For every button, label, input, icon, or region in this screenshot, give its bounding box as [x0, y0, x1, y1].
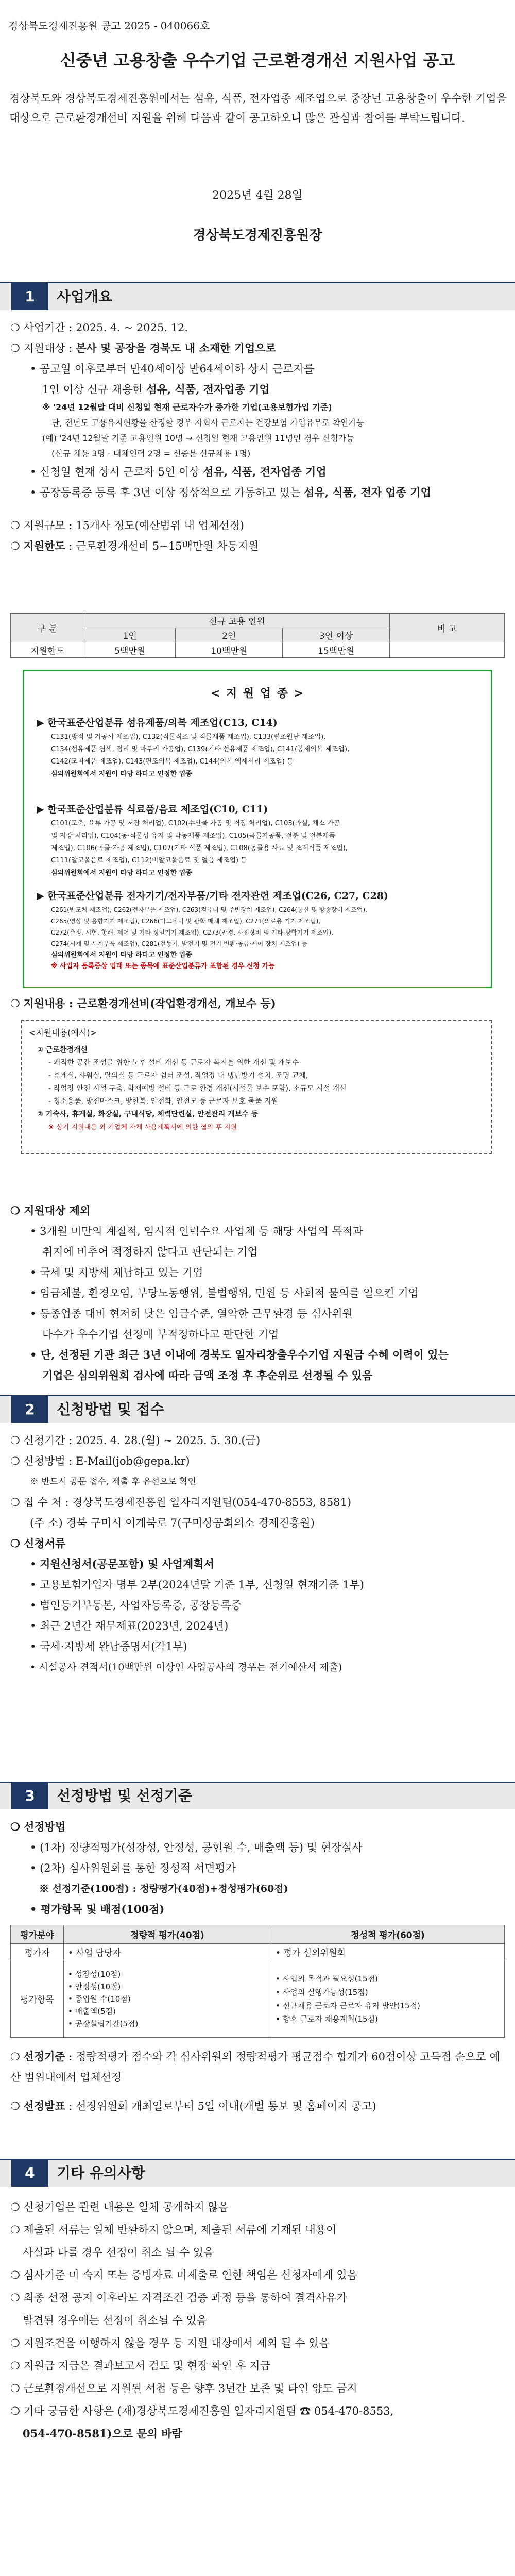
- note-item: ❍ 기타 궁금한 사항은 (재)경상북도경제진흥원 일자리지원팀 ☎ 054-470-8553,: [10, 2405, 394, 2417]
- example-list: [37, 1044, 480, 1134]
- notice-date: 2025년 4월 28일: [212, 189, 303, 202]
- selection-criteria-note: ※ 선정기준(100점) : 정량평가(40점)+정성평가(60점): [39, 1883, 288, 1894]
- target-item-1-cont: [10, 379, 505, 400]
- eval-item: • 공장설립기간(5점): [68, 2019, 139, 2028]
- exclusion-item: • 임금체불, 환경오염, 부당노동행위, 불법행위, 민원 등 사회적 물의를 일으킨 기업: [30, 1287, 419, 1299]
- target-heading: ❍ 지원대상 : 본사 및 공장을 경북도 내 소재한 기업으로: [10, 342, 276, 354]
- note-item: ❍ 근로환경개선으로 지원된 서첩 등은 향후 3년간 보존 및 타인 양도 금지: [10, 2382, 357, 2395]
- industry-group-head-text: 한국표준산업분류 섬유제품/의복 제조업(C13, C14): [47, 717, 278, 728]
- evaluation-table: [10, 1925, 505, 2038]
- industry-group-foot: 심의위원회에서 지원이 타당 하다고 인정한 업종: [51, 869, 192, 877]
- target-note-2: 단, 전년도 고용유지현황을 산정할 경우 자회사 근로자는 건강보험 가입유무로 확인가능: [52, 418, 365, 428]
- application-method-note: ※ 반드시 공문 접수, 제출 후 유선으로 확인: [30, 1477, 196, 1487]
- industry-line: C134(섬유제품 염색, 정리 및 마무리 가공업), C139(기타 섬유제품 제조업), C141(봉제의복 제조업),: [51, 745, 350, 753]
- section-number: 2: [11, 1396, 48, 1423]
- selection-result-label: 선정발표: [23, 2099, 65, 2112]
- note-text: 지원금 지급은 결과보고서 검토 및 현장 확인 후 지급: [23, 2360, 270, 2372]
- example-note: ※ 상기 지원내용 외 기업체 자체 사용계획서에 의한 협의 후 지원: [48, 1124, 237, 1131]
- notes-body: [10, 2196, 505, 2445]
- document-item: • 법인등기부등본, 사업자등록증, 공장등록증: [30, 1599, 242, 1612]
- eval-item: • 매출액(5점): [68, 2006, 116, 2016]
- section-header-application: [0, 1395, 515, 1423]
- industry-group-head: ▶ 한국표준산업분류 섬유제품/의복 제조업(C13, C14): [37, 717, 278, 728]
- industries-box: [23, 670, 492, 988]
- example-title: <지원내용(예시)>: [29, 1028, 97, 1038]
- target-item-2-text: 신청일 현재 상시 근로자 5인 이상: [40, 466, 203, 478]
- target-item-3-industry: 섬유, 식품, 전자 업종 기업: [304, 486, 431, 499]
- documents-heading: ❍ 신청서류: [10, 1537, 66, 1550]
- document-item: • 고용보험가입자 명부 2부(2024년말 기준 1부, 신청일 현재기준 1부): [30, 1579, 364, 1591]
- target-item-1-industry: 섬유, 식품, 전자업종 기업: [146, 383, 270, 396]
- exclusion-item-bold: • 단, 선정된 기관 최근 3년 이내에 경북도 일자리창출우수기업 지원금 수혜 이력이 있는: [30, 1348, 449, 1361]
- eval-quant-items: [64, 1960, 271, 2038]
- industry-line: C111(알코올음료 제조업), C112(비알코올음료 및 얼음 제조업) 등: [51, 857, 247, 865]
- section-title: 선정방법 및 선정기준: [57, 1787, 192, 1804]
- document-text: 시설공사 견적서(10백만원 이상인 사업공사의 경우는 전기예산서 제출): [39, 1662, 342, 1673]
- note-item: ❍ 제출된 서류는 일체 반환하지 않으며, 제출된 서류에 기재된 내용이: [10, 2224, 337, 2236]
- exclusion-bold-text-cont: 기업은 심의위원회 검사에 따라 금액 조정 후 후순위로 선정될 수 있음: [42, 1369, 373, 1382]
- target-note-1: ※ '24년 12월말 대비 신청일 현재 근로자수가 증가한 기업(고용보험가입 기준): [42, 402, 332, 412]
- table-cell: 15백만원: [283, 642, 390, 658]
- support-limit-label: 지원한도: [23, 539, 65, 552]
- support-content-label: 지원내용: [23, 997, 65, 1010]
- selection-scoring: • 평가항목 및 배점(100점): [30, 1903, 165, 1916]
- eval-item: • 향후 근로자 채용계획(15점): [276, 2014, 378, 2024]
- eval-cell: • 평가 심의위원회: [271, 1944, 505, 1960]
- industry-group-foot: 심의위원회에서 지원이 타당 하다고 인정한 업종: [51, 770, 192, 778]
- section-title: 사업개요: [57, 288, 113, 305]
- industry-line: C101(도축, 육류 가공 및 저장 처리업), C102(수산물 가공 및 저장 처리업), C103(과실, 채소 가공: [51, 820, 340, 827]
- eval-item: • 사업의 목적과 필요성(15점): [276, 1974, 378, 1984]
- selection-body: [10, 1817, 505, 1920]
- application-method: ❍ 신청방법 : E-Mail(job@gepa.kr): [10, 1455, 190, 1467]
- document-item: • 최근 2년간 재무제표(2023년, 2024년): [30, 1620, 229, 1632]
- table-row-label: 지원한도: [11, 642, 84, 658]
- support-content-text: : 근로환경개선비(작업환경개선, 개보수 등): [65, 997, 276, 1010]
- industry-line: C272(측정, 시험, 항해, 제어 및 기타 정밀기기 제조업), C273(안경, 사진장비 및 기타 광학기기 제조업),: [51, 929, 333, 936]
- business-period: ❍ 사업기간 : 2025. 4. ~ 2025. 12.: [10, 321, 188, 334]
- selection-method-title: 선정방법: [24, 1820, 66, 1833]
- eval-row-label: 평가항목: [11, 1960, 64, 2038]
- eval-cell: • 사업 담당자: [64, 1944, 271, 1960]
- document-text: 국세·지방세 완납증명서(각1부): [40, 1640, 187, 1653]
- table-header-note: 비 고: [390, 614, 505, 642]
- target-item-1: • 공고일 이후로부터 만40세이상 만64세이하 상시 근로자를: [30, 363, 315, 375]
- exclusions-title: 지원대상 제외: [24, 1204, 91, 1217]
- note-text: 심사기준 미 숙지 또는 증빙자료 미제출로 인한 책임은 신청자에게 있음: [23, 2269, 357, 2281]
- application-period: ❍ 신청기간 : 2025. 4. 28.(월) ~ 2025. 5. 30.(금): [10, 1434, 261, 1447]
- eval-item: • 성장성(10점): [68, 1969, 121, 1979]
- eval-row-label: 평가자: [11, 1944, 64, 1960]
- exclusion-text: 국세 및 지방세 체납하고 있는 기업: [40, 1266, 203, 1279]
- document-item: • 지원신청서(공문포함) 및 사업계획서: [30, 1557, 214, 1570]
- table-header-group: 신규 고용 인원: [84, 614, 390, 628]
- target-note-4: (신규 채용 3명 - 대체인력 2명 = 신증분 신규채용 1명): [52, 449, 251, 459]
- selection-step: • (2차) 심사위원회를 통한 정성적 서면평가: [30, 1862, 236, 1874]
- table-header-col: 1인: [84, 628, 176, 642]
- application-address: (주 소) 경북 구미시 이계북로 7(구미상공회의소 경제진흥원): [30, 1517, 315, 1529]
- exclusion-text: 동종업종 대비 현저히 낮은 임금수준, 열악한 근무환경 등 심사위원: [40, 1308, 353, 1320]
- target-item-1-cont-text: 1인 이상 신규 채용한: [42, 383, 147, 396]
- document-item: • 시설공사 견적서(10백만원 이상인 사업공사의 경우는 전기예산서 제출): [30, 1662, 342, 1673]
- table-header-col: 3인 이상: [283, 628, 390, 642]
- example-item: ② 기숙사, 휴게실, 화장실, 구내식당, 체력단련실, 안전관리 개보수 등: [37, 1110, 259, 1118]
- example-subitem: - 청소용품, 방진마스크, 방한복, 안전화, 안전모 등 근로자 보호 물품 지원: [48, 1097, 279, 1106]
- table-header-type: 구 분: [11, 614, 84, 642]
- table-cell: 10백만원: [176, 642, 283, 658]
- business-period-text: 사업기간 : 2025. 4. ~ 2025. 12.: [23, 321, 188, 334]
- industry-line: 제조업), C106(곡물·가공 제조업), C107(기타 식품 제조업), C108(동물용 사료 및 조제식품 제조업),: [51, 844, 348, 852]
- industry-line: C265(영상 및 음향기기 제조업), C266(마그네틱 및 광학 매체 제조업), C271(의료용 기기 제조업),: [51, 918, 321, 925]
- section-number: 1: [11, 283, 48, 310]
- industry-group-details: [37, 904, 479, 972]
- exclusion-bold-text: 단, 선정된 기관 최근 3년 이내에 경북도 일자리창출우수기업 지원금 수혜 이력이 있는: [40, 1348, 449, 1361]
- target-item-2: • 신청일 현재 상시 근로자 5인 이상 섬유, 식품, 전자업종 기업: [30, 465, 327, 478]
- eval-item: • 사업의 실행가능성(15점): [276, 1987, 368, 1997]
- application-contact-text: 접 수 처 : 경상북도경제진흥원 일자리지원팀(054-470-8553, 8581): [23, 1496, 352, 1509]
- exclusion-text-cont: 다수가 우수기업 선정에 부적정하다고 판단한 기업: [42, 1328, 279, 1341]
- table-header-col: 2인: [176, 628, 283, 642]
- application-contact: ❍ 접 수 처 : 경상북도경제진흥원 일자리지원팀(054-470-8553, 8581): [10, 1496, 352, 1509]
- support-limit: ❍ 지원한도 : 근로환경개선비 5~15백만원 차등지원: [10, 539, 259, 552]
- note-text-cont: 발견된 경우에는 선정이 취소될 수 있음: [23, 2314, 207, 2327]
- note-text: 기타 궁금한 사항은 (재)경상북도경제진흥원 일자리지원팀 ☎ 054-470-8553,: [23, 2405, 394, 2417]
- note-item: ❍ 최종 선정 공지 이후라도 자격조건 검증 과정 등을 통하여 결격사유가: [10, 2292, 347, 2304]
- target-label: 지원대상 :: [23, 342, 76, 354]
- issuer-name: 경상북도경제진흥원장: [193, 228, 322, 243]
- exclusion-text-cont: 취지에 비추어 적정하지 않다고 판단되는 기업: [42, 1246, 258, 1258]
- application-body: [10, 1430, 505, 1677]
- example-item: ① 근로환경개선: [37, 1046, 88, 1054]
- support-content: ❍ 지원내용 : 근로환경개선비(작업환경개선, 개보수 등): [10, 997, 276, 1010]
- documents-title: 신청서류: [24, 1537, 66, 1550]
- industry-line: 및 저장 처리업), C104(동·식물성 유지 및 낙농제품 제조업), C105(곡물가공품, 전분 및 전분제품: [51, 832, 335, 840]
- eval-header: 정성적 평가(60점): [271, 1925, 505, 1944]
- note-text-cont: 사실과 다를 경우 선정이 취소 될 수 있음: [23, 2246, 214, 2259]
- selection-standard: ❍ 선정기준 : 정량적평가 점수와 각 심사위원의 정량적평가 평균점수 합계가 60점이상 고득점 순으로 예산 범위내에서 업체선정: [10, 2050, 500, 2083]
- eval-item: • 신규채용 근로자 근로자 유지 방안(15점): [276, 2001, 420, 2010]
- table-cell-note: [390, 642, 505, 658]
- industry-group-electronics: [37, 888, 479, 972]
- section-header-overview: [0, 282, 515, 310]
- example-subitem: - 쾌적한 공간 조성을 위한 노후 설비 개선 등 근로자 복지를 위한 개선 및 개보수: [48, 1059, 299, 1067]
- note-item: ❍ 신청기업은 관련 내용은 일체 공개하지 않음: [10, 2201, 229, 2213]
- support-limit-table: [10, 613, 505, 658]
- eval-qual-items: [271, 1960, 505, 2038]
- note-text: 신청기업은 관련 내용은 일체 공개하지 않음: [23, 2201, 229, 2213]
- eval-item: • 종업원 수(10점): [68, 1994, 131, 2004]
- exclusions-heading: ❍ 지원대상 제외: [10, 1204, 91, 1217]
- selection-standard-text: : 정량적평가 점수와 각 심사위원의 정량적평가 평균점수 합계가 60점이상 고득점 순으로 예산 범위내에서 업체선정: [10, 2050, 500, 2083]
- note-item: ❍ 지원조건을 이행하지 않을 경우 등 지원 대상에서 제외 될 수 있음: [10, 2337, 330, 2349]
- note-item: ❍ 심사기준 미 숙지 또는 증빙자료 미제출로 인한 책임은 신청자에게 있음: [10, 2269, 357, 2281]
- notice-number: 경상북도경제진흥원 공고 2025 - 040066호: [8, 20, 210, 32]
- overview-body: [10, 317, 505, 556]
- selection-result-text: : 선정위원회 개최일로부터 5일 이내(개별 통보 및 홈페이지 공고): [65, 2100, 376, 2112]
- document-text: 지원신청서(공문포함) 및 사업계획서: [40, 1557, 214, 1570]
- selection-step-text: (1차) 정량적평가(성장성, 안정성, 공헌원 수, 매출액 등) 및 현장실사: [40, 1841, 363, 1854]
- industry-line: C131(방적 및 가공사 제조업), C132(직물직조 및 직물제품 제조업), C133(편조원단 제조업),: [51, 733, 326, 741]
- industry-note: ※ 사업자 등록증상 업태 또는 종목에 표준산업분류가 포함된 경우 신청 가능: [51, 962, 275, 970]
- industries-title: < 지 원 업 종 >: [210, 687, 305, 700]
- exclusion-item: • 3개월 미만의 계절적, 임시적 인력수요 사업체 등 해당 사업의 목적과: [30, 1225, 363, 1238]
- section-number: 4: [11, 2160, 48, 2187]
- selection-result: ❍ 선정발표 : 선정위원회 개최일로부터 5일 이내(개별 통보 및 홈페이지 공고): [10, 2099, 376, 2112]
- example-subitem: - 휴게실, 샤워실, 탈의실 등 근로자 쉼터 조성, 작업장 내 냉난방기 설치, 조명 교체,: [48, 1072, 308, 1080]
- note-text: 지원조건을 이행하지 않을 경우 등 지원 대상에서 제외 될 수 있음: [23, 2337, 330, 2349]
- exclusion-text: 임금체불, 환경오염, 부당노동행위, 불법행위, 민원 등 사회적 물의를 일으킨 기업: [40, 1287, 419, 1299]
- application-method-text: 신청방법 : E-Mail(job@gepa.kr): [23, 1455, 190, 1467]
- table-cell: 5백만원: [84, 642, 176, 658]
- section-number: 3: [11, 1783, 48, 1809]
- support-scale-text: 지원규모 : 15개사 정도(예산범위 내 업체선정): [23, 519, 244, 532]
- industry-group-head-text: 한국표준산업분류 전자기기/전자부품/기타 전자관련 제조업(C26, C27, C28): [47, 890, 388, 902]
- exclusions: [10, 1200, 505, 1386]
- document-text: 법인등기부등본, 사업자등록증, 공장등록증: [40, 1599, 242, 1612]
- selection-step-text: (2차) 심사위원회를 통한 정성적 서면평가: [40, 1862, 236, 1874]
- selection-standard-label: 선정기준: [23, 2050, 65, 2063]
- support-limit-text: : 근로환경개선비 5~15백만원 차등지원: [65, 540, 259, 552]
- industry-group-foot: 심의위원회에서 지원이 타당 하다고 인정한 업종: [51, 951, 192, 959]
- section-header-notes: [0, 2159, 515, 2187]
- selection-method-heading: ❍ 선정방법: [10, 1820, 66, 1833]
- example-subitem: - 작업장 안전 시설 구축, 화재예방 설비 등 근로 환경 개선(시설물 보수 포함), 소규모 시설 개선: [48, 1084, 347, 1093]
- target-item-2-industry: 섬유, 식품, 전자업종 기업: [203, 465, 327, 478]
- document-text: 고용보험가입자 명부 2부(2024년말 기준 1부, 신청일 현재기준 1부): [40, 1579, 364, 1591]
- industry-line: C274(시계 및 시계부품 제조업), C281(전동기, 발전기 및 전기 변환·공급·제어 장치 제조업) 등: [51, 940, 307, 947]
- document-text: 최근 2년간 재무제표(2023년, 2024년): [40, 1620, 229, 1632]
- industry-group-textile: [37, 715, 479, 781]
- note-text-cont: 054-470-8581)으로 문의 바람: [23, 2427, 182, 2440]
- exclusion-item: • 동종업종 대비 현저히 낮은 임금수준, 열악한 근무환경 등 심사위원: [30, 1308, 353, 1320]
- industry-group-head-text: 한국표준산업분류 식료품/음료 제조업(C10, C11): [47, 804, 268, 815]
- eval-header: 평가분야: [11, 1925, 64, 1944]
- application-period-text: 신청기간 : 2025. 4. 28.(월) ~ 2025. 5. 30.(금): [23, 1434, 261, 1447]
- industry-line: C142(모피제품 제조업), C143(편조의복 제조업), C144(의복 액세서리 제조업) 등: [51, 758, 294, 766]
- target-item-3: • 공장등록증 등록 후 3년 이상 정상적으로 가동하고 있는 섬유, 식품, 전자 업종 기업: [30, 486, 431, 499]
- section-title: 신청방법 및 접수: [57, 1401, 164, 1418]
- support-example-box: [21, 1020, 492, 1154]
- industry-group-head: ▶ 한국표준산업분류 식료품/음료 제조업(C10, C11): [37, 804, 268, 815]
- eval-item: • 안정성(10점): [68, 1981, 121, 1991]
- industry-group-details: [37, 731, 479, 781]
- note-item: ❍ 지원금 지급은 결과보고서 검토 및 현장 확인 후 지급: [10, 2360, 270, 2372]
- industry-group-details: [37, 818, 479, 879]
- industry-line: C261(반도체 제조업), C262(전자부품 제조업), C263(컴퓨터 및 주변장치 제조업), C264(통신 및 방송장비 제조업),: [51, 906, 367, 913]
- exclusion-item: • 국세 및 지방세 체납하고 있는 기업: [30, 1266, 203, 1279]
- target-note-3: (예) '24년 12월말 기준 고용인원 10명 → 신청일 현재 고용인원 11명인 경우 신청가능: [42, 433, 354, 443]
- target-criteria: 본사 및 공장을 경북도 내 소재한 기업으로: [76, 342, 276, 354]
- target-item-1-text: 공고일 이후로부터 만40세이상 만64세이하 상시 근로자를: [40, 363, 315, 375]
- selection-scoring-text: 평가항목 및 배점(100점): [40, 1903, 165, 1916]
- section-title: 기타 유의사항: [57, 2164, 146, 2181]
- document-item: • 국세·지방세 완납증명서(각1부): [30, 1640, 187, 1653]
- target-item-3-text: 공장등록증 등록 후 3년 이상 정상적으로 가동하고 있는: [40, 486, 304, 499]
- page-title: 신중년 고용창출 우수기업 근로환경개선 지원사업 공고: [60, 50, 455, 70]
- note-text: 근로환경개선으로 지원된 서첩 등은 향후 3년간 보존 및 타인 양도 금지: [23, 2382, 357, 2395]
- support-scale: ❍ 지원규모 : 15개사 정도(예산범위 내 업체선정): [10, 519, 244, 532]
- intro-paragraph: 경상북도와 경상북도경제진흥원에서는 섬유, 식품, 전자업종 제조업으로 중장년 고용창출이 우수한 기업을 대상으로 근로환경개선비 지원을 위해 다음과 같이 공고하오니 많은 관심과 참여를 부탁드립니다.: [9, 92, 507, 124]
- industry-group-food: [37, 801, 479, 879]
- note-text: 최종 선정 공지 이후라도 자격조건 검증 과정 등을 통하여 결격사유가: [23, 2292, 347, 2304]
- selection-criteria: [10, 2046, 505, 2116]
- selection-step: • (1차) 정량적평가(성장성, 안정성, 공헌원 수, 매출액 등) 및 현장실사: [30, 1841, 363, 1854]
- eval-header: 정량적 평가(40점): [64, 1925, 271, 1944]
- exclusion-text: 3개월 미만의 계절적, 임시적 인력수요 사업체 등 해당 사업의 목적과: [40, 1225, 363, 1238]
- note-text: 제출된 서류는 일체 반환하지 않으며, 제출된 서류에 기재된 내용이: [23, 2224, 337, 2236]
- section-header-selection: [0, 1782, 515, 1809]
- industry-group-head: ▶ 한국표준산업분류 전자기기/전자부품/기타 전자관련 제조업(C26, C27, C28): [37, 890, 388, 902]
